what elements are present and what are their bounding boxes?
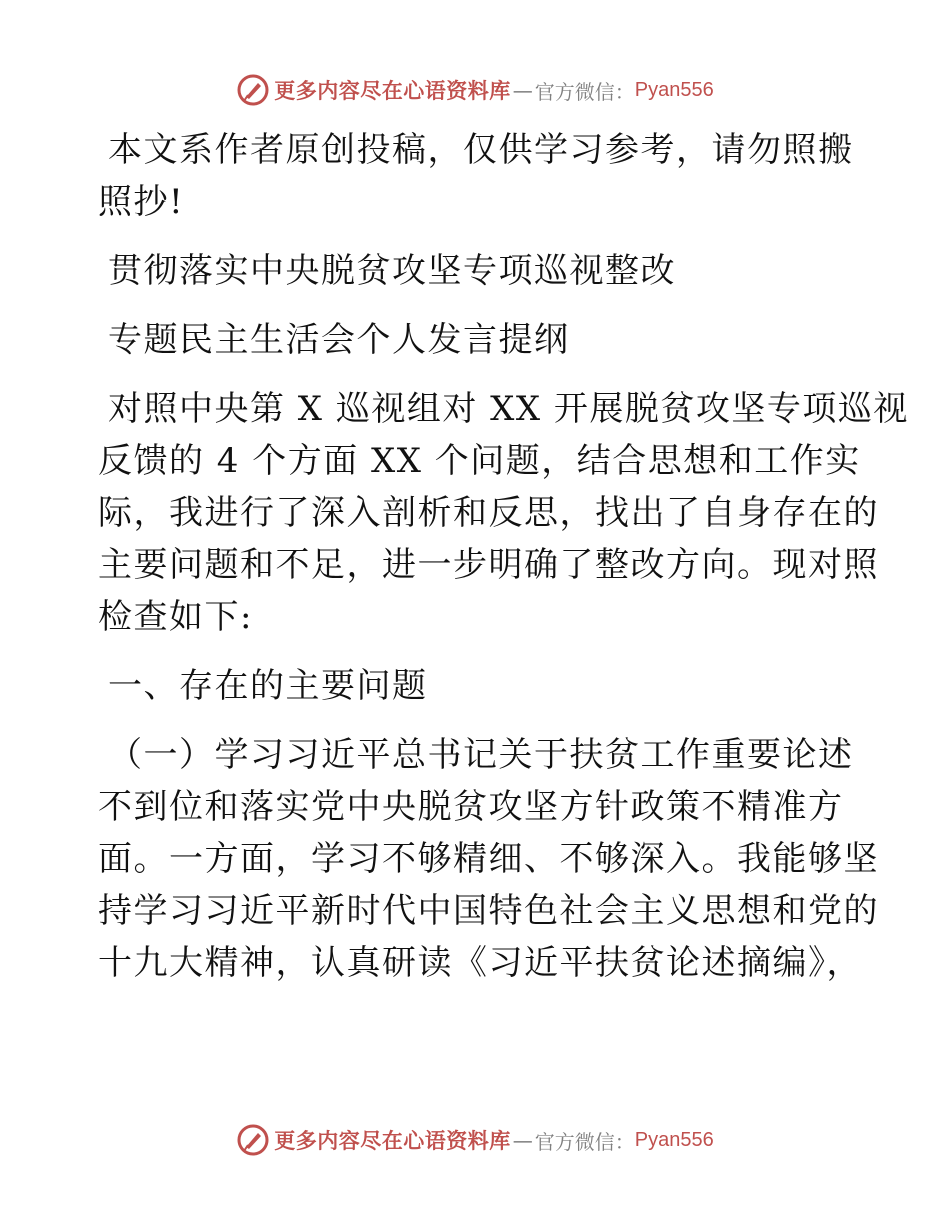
- footer-watermark: [0, 1120, 950, 1160]
- watermark-dash: —: [512, 78, 533, 102]
- watermark-wechat-id: Pyan556: [634, 78, 714, 101]
- watermark-brand: 更多内容尽在心语资料库: [274, 1128, 511, 1153]
- watermark-label: 官方微信：: [534, 1129, 635, 1154]
- subsection-line: 面。一方面，学习不够精细、不够深入。我能够坚: [98, 839, 879, 879]
- intro-line: 对照中央第 X 巡视组对 XX 开展脱贫攻坚专项巡视: [108, 389, 909, 429]
- document-title-line-1: 贯彻落实中央脱贫攻坚专项巡视整改: [108, 251, 676, 291]
- intro-line: 主要问题和不足，进一步明确了整改方向。现对照: [98, 545, 879, 585]
- header-watermark: [0, 70, 950, 110]
- notice-line: 照抄!: [98, 182, 185, 222]
- red-quill-logo-icon: [236, 73, 270, 107]
- section-heading: 一、存在的主要问题: [108, 666, 428, 706]
- subsection-line: 十九大精神，认真研读《习近平扶贫论述摘编》，: [98, 943, 862, 983]
- watermark-brand: 更多内容尽在心语资料库: [274, 78, 511, 103]
- subsection-line: （一）学习习近平总书记关于扶贫工作重要论述: [108, 735, 854, 775]
- document-title-line-2: 专题民主生活会个人发言提纲: [108, 320, 570, 360]
- subsection-line: 不到位和落实党中央脱贫攻坚方针政策不精准方: [98, 787, 844, 827]
- intro-line: 反馈的 4 个方面 XX 个问题，结合思想和工作实: [98, 441, 861, 481]
- document-body: [98, 124, 909, 989]
- watermark-label: 官方微信：: [534, 79, 635, 104]
- watermark-dash: —: [512, 1128, 533, 1152]
- watermark-wechat-id: Pyan556: [634, 1128, 714, 1151]
- subsection-line: 持学习习近平新时代中国特色社会主义思想和党的: [98, 891, 879, 931]
- intro-line: 检查如下:: [98, 597, 253, 637]
- notice-line: 本文系作者原创投稿，仅供学习参考，请勿照搬: [108, 130, 854, 170]
- intro-line: 际，我进行了深入剖析和反思，找出了自身存在的: [98, 493, 879, 533]
- red-quill-logo-icon: [236, 1123, 270, 1157]
